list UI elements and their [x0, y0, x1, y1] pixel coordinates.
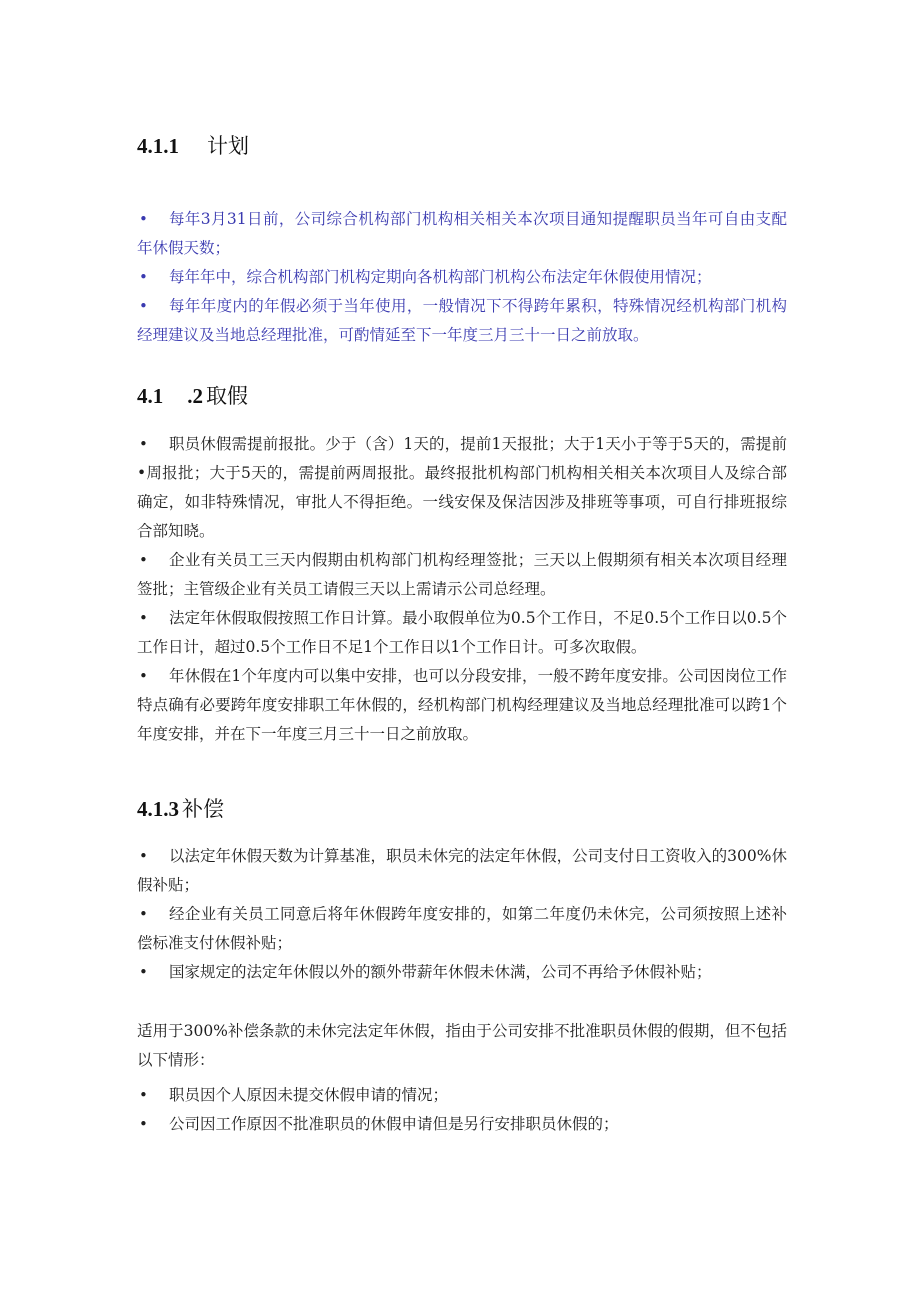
bullet-icon: •	[139, 963, 148, 981]
section-heading-compensation	[137, 795, 224, 823]
list-item-text: 职员因个人原因未提交休假申请的情况；	[169, 1086, 449, 1104]
list-item	[137, 546, 787, 604]
bullet-icon: •	[139, 551, 148, 569]
list-item	[137, 263, 787, 292]
list-item-text: 经企业有关员工同意后将年休假跨年度安排的，如第二年度仍未休完，公司须按照上述补偿标准支付休假补贴；	[137, 905, 787, 952]
section-heading-take-leave	[137, 382, 248, 410]
section-title: 计划	[207, 134, 249, 158]
bullet-icon: •	[139, 297, 148, 315]
bullet-icon: •	[139, 268, 148, 286]
bullet-icon: •	[139, 609, 148, 627]
section-number: 4.1.1	[137, 134, 179, 158]
bullet-icon: •	[139, 435, 148, 453]
section-title: 取假	[206, 384, 248, 408]
plan-list	[137, 205, 787, 350]
list-item	[137, 662, 787, 749]
section-title: 补偿	[182, 797, 224, 821]
section-number: 4.1	[137, 384, 164, 408]
list-item	[137, 430, 787, 546]
list-item-text: 职员休假需提前报批。少于（含）1天的，提前1天报批；大于1天小于等于5天的，需提前•周报批；大于5天的，需提前两周报批。最终报批机构部门机构相关相关本次项目人及综合部确定，如非特殊情况，审批人不得拒绝。一线安保及保洁因涉及排班等事项，可自行排班报综合部知晓。	[137, 435, 787, 540]
list-item-text: 企业有关员工三天内假期由机构部门机构经理签批；三天以上假期须有相关本次项目经理签批；主管级企业有关员工请假三天以上需请示公司总经理。	[137, 551, 787, 598]
compensation-list	[137, 842, 787, 987]
list-item-text: 每年年度内的年假必须于当年使用，一般情况下不得跨年累积，特殊情况经机构部门机构经理建议及当地总经理批准，可酌情延至下一年度三月三十一日之前放取。	[137, 297, 787, 344]
list-item-text: 公司因工作原因不批准职员的休假申请但是另行安排职员休假的；	[169, 1115, 619, 1133]
bullet-icon: •	[139, 905, 148, 923]
list-item	[137, 900, 787, 958]
list-item	[137, 1081, 787, 1110]
bullet-icon: •	[139, 1086, 148, 1104]
list-item	[137, 205, 787, 263]
list-item	[137, 292, 787, 350]
list-item-text: 国家规定的法定年休假以外的额外带薪年休假未休满，公司不再给予休假补贴；	[169, 963, 712, 981]
list-item	[137, 604, 787, 662]
exclusion-list	[137, 1081, 787, 1139]
list-item	[137, 842, 787, 900]
bullet-icon: •	[139, 210, 148, 228]
list-item	[137, 1110, 787, 1139]
section-number-suffix: .2	[187, 384, 203, 408]
section-number: 4.1.3	[137, 797, 179, 821]
list-item-text: 以法定年休假天数为计算基准，职员未休完的法定年休假，公司支付日工资收入的300%休假补贴；	[137, 847, 787, 894]
list-item-text: 年休假在1个年度内可以集中安排，也可以分段安排，一般不跨年度安排。公司因岗位工作特点确有必要跨年度安排职工年休假的，经机构部门机构经理建议及当地总经理批准可以跨1个年度安排，并在下一年度三月三十一日之前放取。	[137, 667, 787, 743]
bullet-icon: •	[139, 1115, 148, 1133]
take-leave-list	[137, 430, 787, 749]
bullet-icon: •	[139, 847, 148, 865]
note-paragraph: 适用于300%补偿条款的未休完法定年休假，指由于公司安排不批准职员休假的假期，但不包括以下情形：	[137, 1022, 787, 1069]
section-heading-plan	[137, 132, 249, 160]
list-item-text: 法定年休假取假按照工作日计算。最小取假单位为0.5个工作日，不足0.5个工作日以0.5个工作日计，超过0.5个工作日不足1个工作日以1个工作日计。可多次取假。	[137, 609, 787, 656]
list-item	[137, 958, 787, 987]
bullet-icon: •	[139, 667, 148, 685]
list-item-text: 每年3月31日前，公司综合机构部门机构相关相关本次项目通知提醒职员当年可自由支配年休假天数；	[137, 210, 787, 257]
list-item-text: 每年年中，综合机构部门机构定期向各机构部门机构公布法定年休假使用情况；	[169, 268, 712, 286]
